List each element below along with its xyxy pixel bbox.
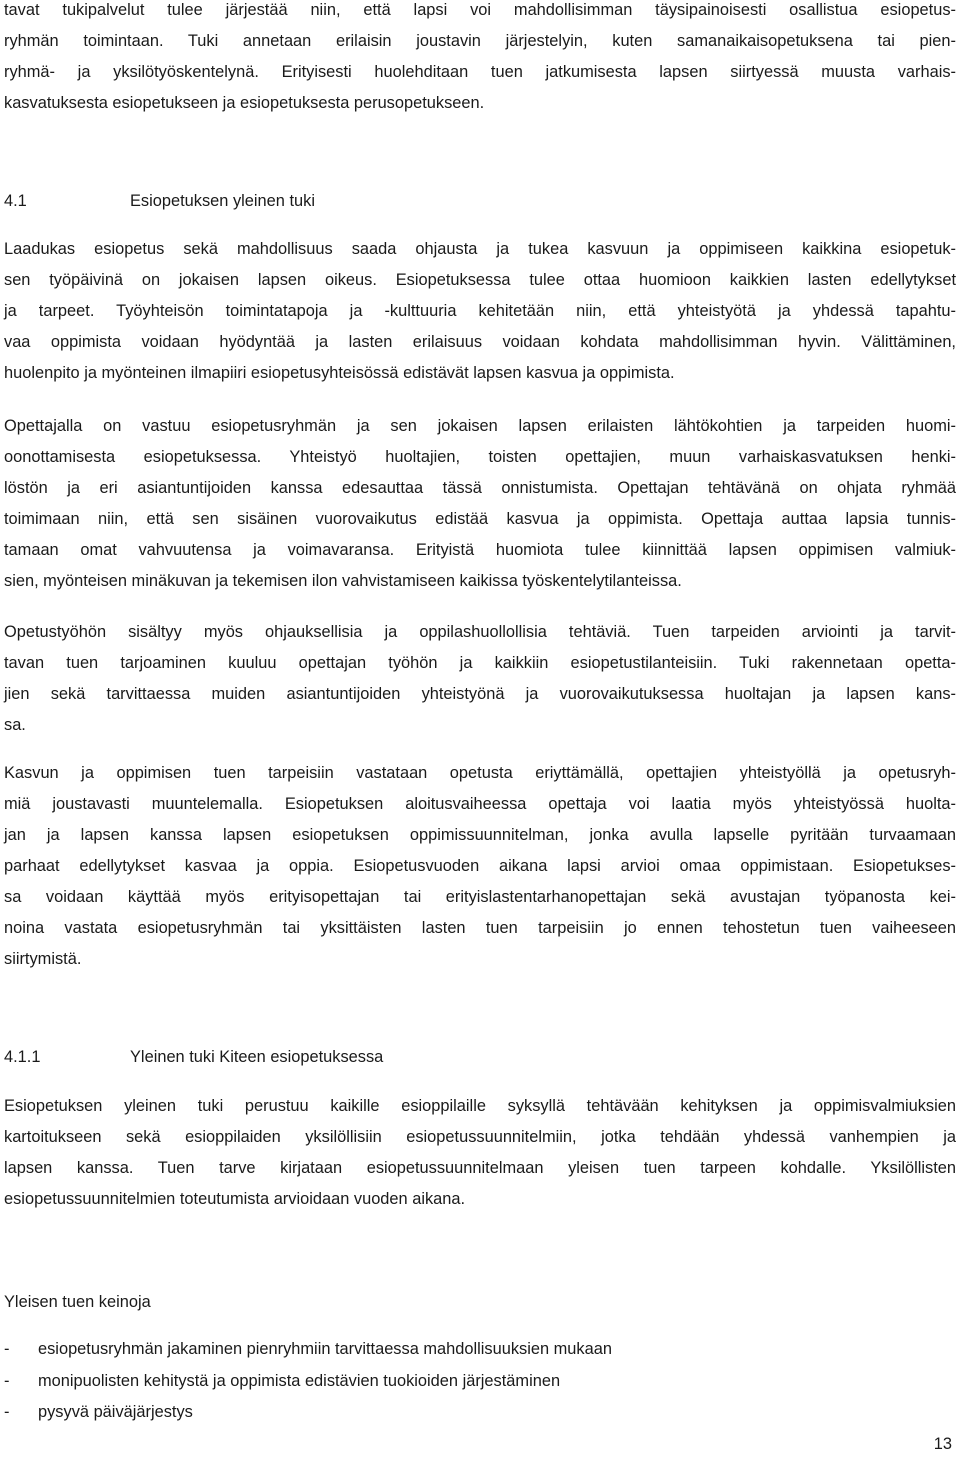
- text-line: Opetustyöhön sisältyy myös ohjauksellisia ja oppilashuollollisia tehtäviä. Tuen tarpeiden arviointi ja tarvit-: [4, 623, 956, 641]
- text-line: Opettajalla on vastuu esiopetusryhmän ja sen jokaisen lapsen erilaisten lähtökohtien ja tarpeiden huomi-: [4, 417, 956, 435]
- text-line: sien, myönteisen minäkuvan ja tekemisen ilon vahvistamiseen kaikissa työskentelytilanteissa.: [4, 572, 682, 590]
- text-line: kasvatuksesta esiopetukseen ja esiopetuksesta perusopetukseen.: [4, 94, 485, 112]
- text-line: sa.: [4, 716, 26, 734]
- list-item-text: pysyvä päiväjärjestys: [38, 1403, 193, 1421]
- text-line: lapsen kanssa. Tuen tarve kirjataan esiopetussuunnitelmaan yleisen tuen tarpeen kohdalle. Yksilöllisten: [4, 1159, 956, 1177]
- section-number: 4.1: [4, 192, 27, 210]
- text-line: miä joustavasti muuntelemalla. Esiopetuksen aloitusvaiheessa opettaja voi laatia myös yhteistyössä huolta-: [4, 795, 956, 813]
- text-line: sa voidaan käyttää myös erityisopettajan tai erityislastentarhanopettajan sekä avustajan työpanosta kei-: [4, 888, 956, 906]
- page-number: 13: [933, 1435, 952, 1453]
- list-item-text: esiopetusryhmän jakaminen pienryhmiin tarvittaessa mahdollisuuksien mukaan: [38, 1340, 612, 1358]
- text-line: toimimaan niin, että sen sisäinen vuorovaikutus edistää kasvua ja oppimista. Opettaja auttaa lapsia tunnis-: [4, 510, 956, 528]
- text-line: Esiopetuksen yleinen tuki perustuu kaikille esioppilaille syksyllä tehtävään kehityksen ja oppimisvalmiuksien: [4, 1097, 956, 1115]
- text-line: oonottamisesta esiopetuksessa. Yhteistyö huoltajien, toisten opettajien, muun varhaiskasvatuksen henki-: [4, 448, 956, 466]
- text-line: parhaat edellytykset kasvaa ja oppia. Esiopetusvuoden aikana lapsi arvioi omaa oppimistaan. Esiopetukses-: [4, 857, 956, 875]
- section-title: Yleinen tuki Kiteen esiopetuksessa: [130, 1048, 384, 1066]
- list-dash: -: [4, 1372, 10, 1390]
- support-means-title: Yleisen tuen keinoja: [4, 1293, 151, 1311]
- text-line: vaa oppimista voidaan hyödyntää ja lasten erilaisuus voidaan kohdata mahdollisimman hyvin. Välittäminen,: [4, 333, 956, 351]
- list-dash: -: [4, 1403, 10, 1421]
- section-number: 4.1.1: [4, 1048, 41, 1066]
- text-line: Kasvun ja oppimisen tuen tarpeisiin vastataan opetusta eriyttämällä, opettajien yhteistyöllä ja opetusryh-: [4, 764, 956, 782]
- text-line: huolenpito ja myönteinen ilmapiiri esiopetusyhteisössä edistävät lapsen kasvua ja oppimista.: [4, 364, 675, 382]
- text-line: jien sekä tarvittaessa muiden asiantuntijoiden yhteistyönä ja vuorovaikutuksessa huoltajan ja lapsen kans-: [4, 685, 956, 703]
- text-line: ryhmän toimintaan. Tuki annetaan erilaisin joustavin järjestelyin, kuten samanaikaisopetuksena tai pien-: [4, 32, 956, 50]
- text-line: esiopetussuunnitelmien toteutumista arvioidaan vuoden aikana.: [4, 1190, 466, 1208]
- text-line: tavat tukipalvelut tulee järjestää niin, että lapsi voi mahdollisimman täysipainoisesti osallistua esiopetus-: [4, 1, 956, 19]
- text-line: kartoitukseen sekä esioppilaiden yksilöllisiin esiopetussuunnitelmiin, jotka tehdään yhdessä vanhempien ja: [4, 1128, 956, 1146]
- text-line: tamaan omat vahvuutensa ja voimavaransa. Erityistä huomiota tulee kiinnittää lapsen oppimisen valmiuk-: [4, 541, 956, 559]
- text-line: sen työpäivinä on jokaisen lapsen oikeus. Esiopetuksessa tulee ottaa huomioon kaikkien lasten edellytykset: [4, 271, 956, 289]
- section-title: Esiopetuksen yleinen tuki: [130, 192, 315, 210]
- text-line: jan ja lapsen kanssa lapsen esiopetuksen oppimissuunnitelman, jonka avulla lapselle pyritään turvaamaan: [4, 826, 956, 844]
- list-dash: -: [4, 1340, 10, 1358]
- text-line: ryhmä- ja yksilötyöskentelynä. Erityisesti huolehditaan tuen jatkumisesta lapsen siirtyessä muusta varhais-: [4, 63, 956, 81]
- text-line: tavan tuen tarjoaminen kuuluu opettajan työhön ja kaikkiin esiopetustilanteisiin. Tuki rakennetaan opetta-: [4, 654, 956, 672]
- list-item-text: monipuolisten kehitystä ja oppimista edistävien tuokioiden järjestäminen: [38, 1372, 561, 1390]
- text-line: löstön ja eri asiantuntijoiden kanssa edesauttaa tässä onnistumista. Opettajan tehtävänä on ohjata ryhmää: [4, 479, 956, 497]
- text-line: ja tarpeet. Työyhteisön toimintatapoja ja -kulttuuria kehitetään niin, että yhteistyötä ja yhdessä tapahtu-: [4, 302, 956, 320]
- text-line: siirtymistä.: [4, 950, 82, 968]
- text-line: Laadukas esiopetus sekä mahdollisuus saada ohjausta ja tukea kasvuun ja oppimiseen kaikkina esiopetuk-: [4, 240, 956, 258]
- text-line: noina vastata esiopetusryhmän tai yksittäisten lasten tuen tarpeisiin jo ennen tehostetun tuen vaiheeseen: [4, 919, 956, 937]
